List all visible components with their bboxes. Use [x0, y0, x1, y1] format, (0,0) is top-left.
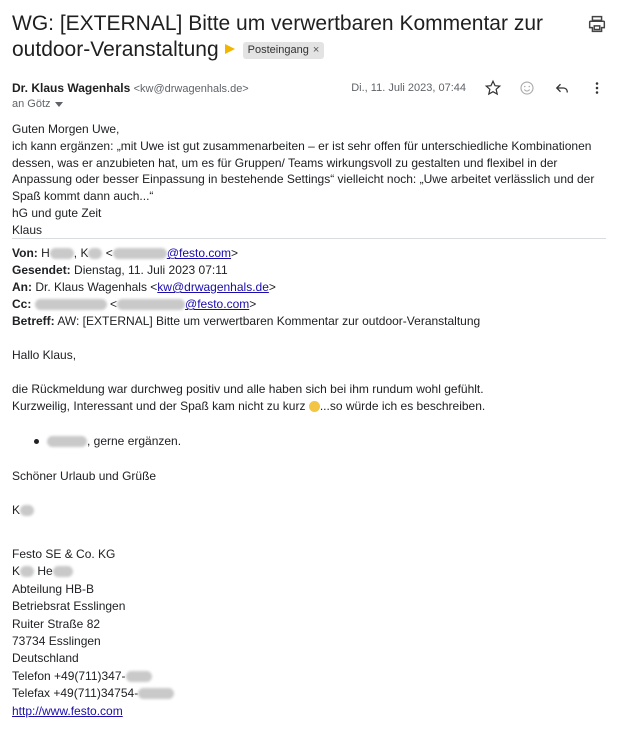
quoted-line-1: die Rückmeldung war durchweg positiv und alle haben sich bei ihm rundum wohl gefühlt. — [12, 382, 484, 396]
body-text: ich kann ergänzen: „mit Uwe ist gut zusammenarbeiten – er ist sehr offen für unterschiedliche Kombinationen dessen, was er anzubieten hat, um es für Gruppen/ Teams wirkungsvoll zu gestalten und flexibel in der Anpassung oder besser Einpassung in bestehende Settings“ vielleicht noch: „Uwe arbeitet verlässlich und der Spaß kommt dann auch...“ — [12, 138, 595, 204]
sig-fax — [12, 685, 174, 702]
initial-text: K — [12, 503, 21, 517]
body-greeting: Guten Morgen Uwe, — [12, 122, 120, 136]
to-value: Dr. Klaus Wagenhals < — [35, 280, 158, 294]
to-value-end: > — [268, 280, 276, 294]
sig-street: Ruiter Straße 82 — [12, 617, 101, 631]
email-date: Di., 11. Juli 2023, 07:44 — [351, 82, 466, 94]
bullet-icon — [34, 439, 39, 444]
sig-dept: Abteilung HB-B — [12, 582, 95, 596]
label-chip-inbox[interactable] — [243, 42, 325, 59]
redacted-block — [88, 248, 102, 259]
subject-text: WG: [EXTERNAL] Bitte um verwertbaren Kommentar zur outdoor-Veranstaltung — [12, 12, 543, 61]
to-email-link[interactable]: kw@drwagenhals.de — [157, 280, 269, 294]
quoted-to — [12, 279, 276, 296]
from-name-part: H — [41, 246, 50, 260]
redacted-block — [20, 566, 34, 577]
redacted-block — [35, 299, 107, 310]
subject-label: Betreff: — [12, 314, 55, 328]
sig-city: 73734 Esslingen — [12, 634, 101, 648]
sig-name — [12, 563, 73, 580]
quoted-cc — [12, 296, 256, 313]
recipients-toggle[interactable] — [12, 98, 63, 110]
redacted-block — [47, 436, 87, 447]
winking-face-icon — [309, 401, 320, 412]
sig-company: Festo SE & Co. KG — [12, 547, 116, 561]
star-icon[interactable] — [484, 79, 502, 97]
important-marker-icon[interactable] — [225, 44, 235, 54]
cc-label: Cc: — [12, 297, 32, 311]
fax-text: Telefax +49(711)34754- — [12, 686, 139, 700]
chevron-down-icon[interactable] — [55, 102, 63, 107]
quoted-line-2 — [12, 398, 485, 415]
quoted-initial — [12, 502, 34, 519]
sig-name-a: K — [12, 564, 21, 578]
sent-label: Gesendet: — [12, 263, 71, 277]
email-body — [12, 121, 608, 239]
from-label: Von: — [12, 246, 38, 260]
sender-row — [12, 81, 608, 99]
redacted-block — [113, 248, 167, 259]
reply-icon[interactable] — [553, 79, 571, 97]
sig-country: Deutschland — [12, 651, 79, 665]
redacted-block — [138, 688, 174, 699]
emoji-reaction-icon[interactable] — [518, 79, 536, 97]
print-icon[interactable] — [586, 13, 608, 35]
sender-name[interactable]: Dr. Klaus Wagenhals — [12, 81, 131, 95]
sig-url — [12, 703, 123, 720]
quoted-line-2a: Kurzweilig, Interessant und der Spaß kam nicht zu kurz — [12, 399, 309, 413]
sent-value: Dienstag, 11. Juli 2023 07:11 — [74, 263, 228, 277]
bullet-item — [34, 433, 181, 450]
sender-email: <kw@drwagenhals.de> — [133, 83, 249, 95]
subject-value: AW: [EXTERNAL] Bitte um verwertbaren Kommentar zur outdoor-Veranstaltung — [57, 314, 481, 328]
email-subject — [12, 11, 582, 63]
redacted-block — [117, 299, 185, 310]
quoted-from — [12, 245, 238, 262]
redacted-block — [20, 505, 34, 516]
cc-value-part: < — [106, 297, 118, 311]
label-chip-text: Posteingang — [247, 43, 309, 56]
cc-email-link[interactable]: @festo.com — [185, 297, 250, 311]
quoted-farewell: Schöner Urlaub und Grüße — [12, 469, 157, 483]
body-closing: hG und gute Zeit — [12, 205, 102, 220]
more-options-icon[interactable] — [588, 79, 606, 97]
quoted-subject — [12, 313, 480, 330]
to-label: An: — [12, 280, 32, 294]
redacted-block — [126, 671, 152, 682]
sig-name-b: He — [34, 564, 53, 578]
body-signature: Klaus — [12, 222, 43, 237]
bullet-text: , gerne ergänzen. — [87, 434, 182, 448]
redacted-block — [50, 248, 74, 259]
recipients-text: an Götz — [12, 98, 51, 110]
quoted-greeting: Hallo Klaus, — [12, 348, 77, 362]
sig-phone — [12, 668, 152, 685]
remove-label-icon[interactable]: × — [312, 43, 320, 56]
website-link[interactable]: http://www.festo.com — [12, 704, 123, 718]
phone-text: Telefon +49(711)347- — [12, 669, 126, 683]
quote-divider — [12, 238, 606, 239]
subject-header — [12, 11, 608, 63]
cc-value-part: > — [249, 297, 257, 311]
redacted-block — [53, 566, 73, 577]
quoted-line-2b: ...so würde ich es beschreiben. — [319, 399, 486, 413]
from-name-part: > — [231, 246, 239, 260]
from-name-part: < — [102, 246, 113, 260]
from-email-link[interactable]: @festo.com — [166, 246, 232, 260]
quoted-sent — [12, 262, 228, 279]
from-name-part: , K — [73, 246, 89, 260]
sig-unit: Betriebsrat Esslingen — [12, 599, 126, 613]
